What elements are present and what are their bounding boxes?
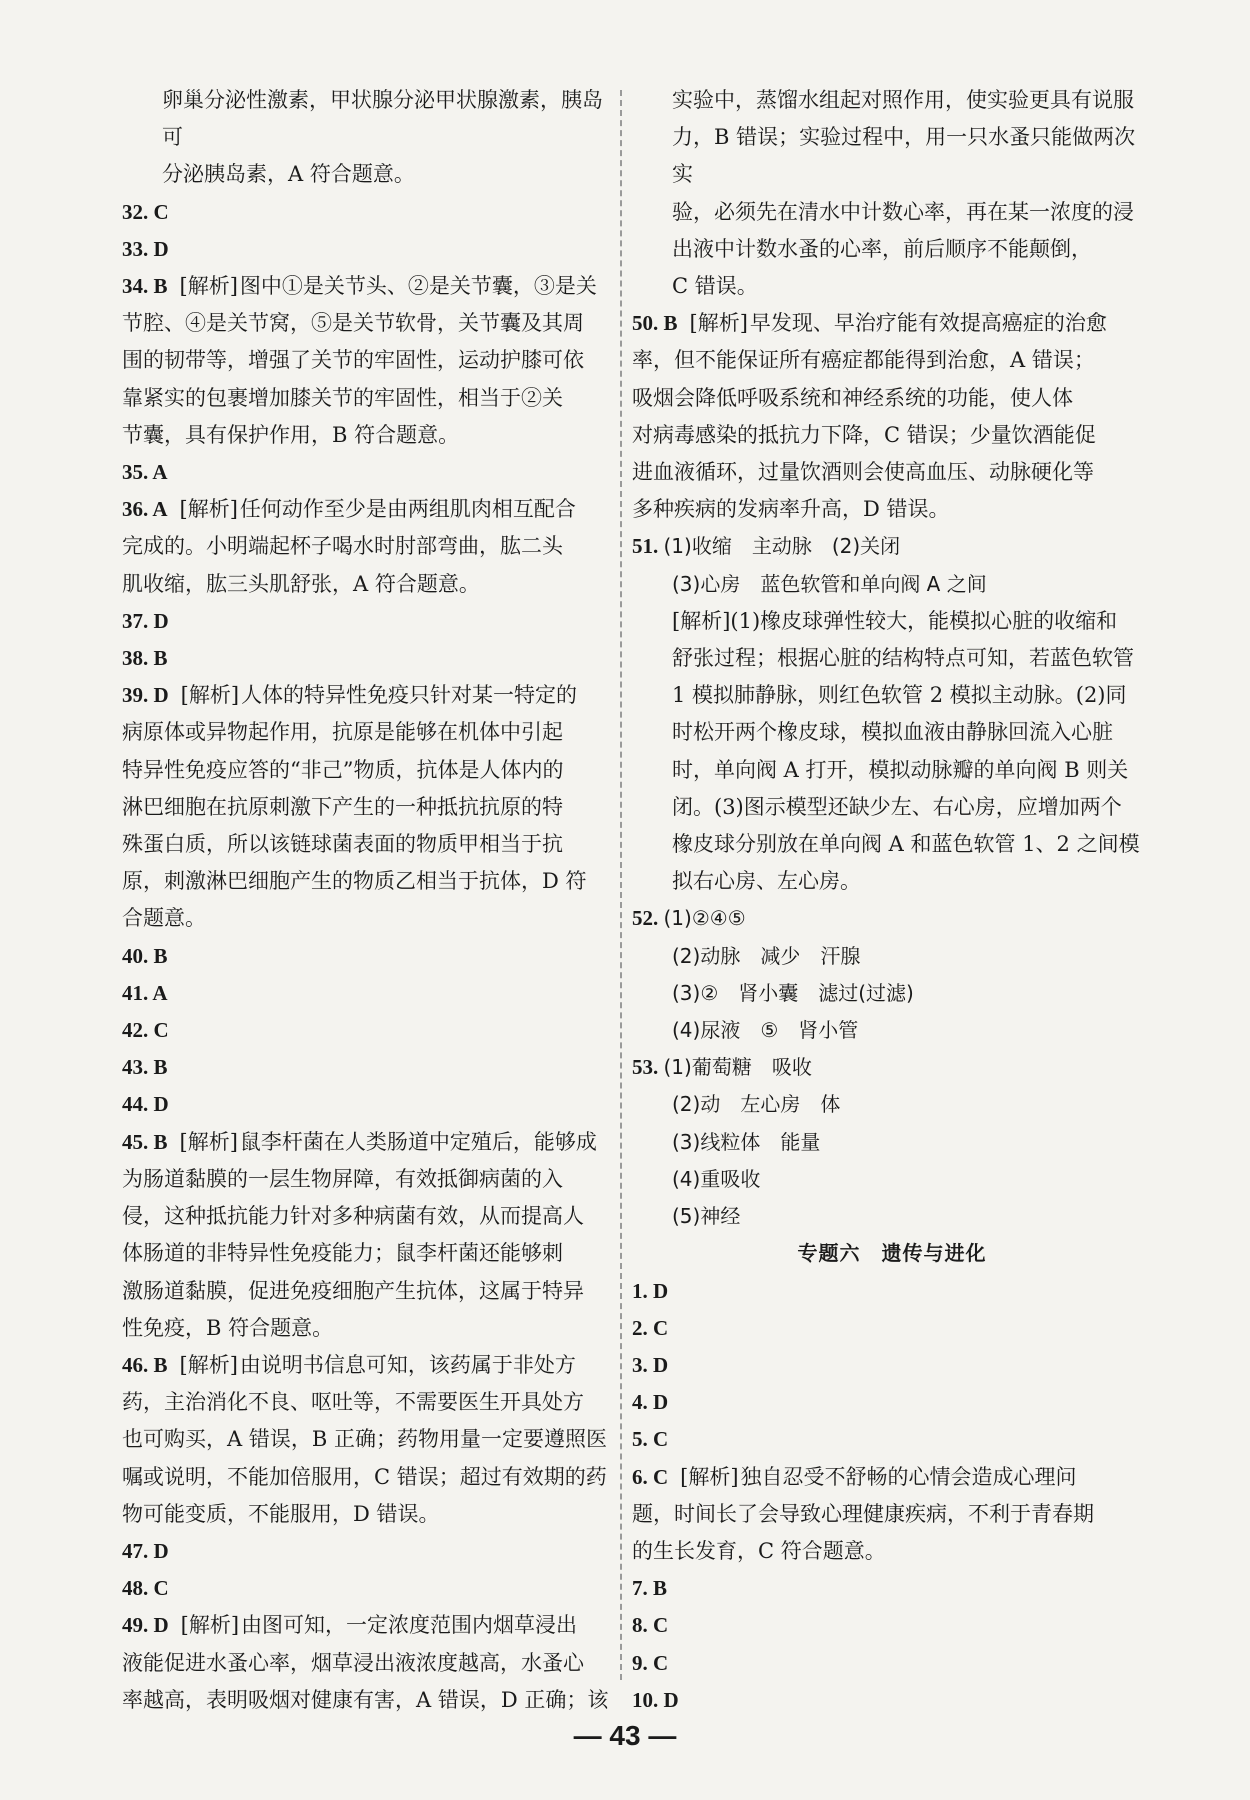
- question-number: 5. C: [632, 1427, 669, 1452]
- explanation-line: [122, 417, 622, 454]
- explanation-text: 鼠李杆菌在人类肠道中定殖后，能够成: [239, 1129, 597, 1154]
- explanation-text: 早发现、早治疗能有效提高癌症的治愈: [749, 311, 1107, 336]
- explanation-line: [122, 863, 622, 900]
- explanation-line: [122, 1161, 622, 1198]
- right-column: [632, 82, 1152, 1719]
- question-number: 36. A: [122, 497, 168, 522]
- explanation-text: 进血液循环，过量饮酒则会使高血压、动脉硬化等: [632, 460, 1094, 485]
- text-line: 出液中计数水蚤的心率，前后顺序不能颠倒，: [672, 236, 1092, 261]
- explanation-tag: [解析]: [179, 1129, 238, 1154]
- sub-answer: (2)动脉 减少 汗腺: [672, 943, 861, 968]
- text-line: 闭。(3)图示模型还缺少左、右心房，应增加两个: [672, 794, 1122, 819]
- question-number: 4. D: [632, 1390, 669, 1415]
- explanation-item: [122, 268, 622, 305]
- explanation-text: 液能促进水蚤心率，烟草浸出液浓度越高，水蚤心: [122, 1650, 584, 1675]
- explanation-line: [632, 380, 1152, 417]
- explanation-text: 图中①是关节头、②是关节囊，③是关: [239, 274, 597, 299]
- explanation-tag: [解析]: [179, 1352, 238, 1377]
- sub-answer: (1)葡萄糖 吸收: [663, 1055, 812, 1080]
- explanation-line: [122, 305, 622, 342]
- text-line: 橡皮球分别放在单向阀 A 和蓝色软管 1、2 之间模: [672, 832, 1140, 857]
- explanation-text: 激肠道黏膜，促进免疫细胞产生抗体，这属于特异: [122, 1278, 584, 1303]
- answer-item: [122, 1086, 622, 1123]
- question-number: 38. B: [122, 646, 168, 671]
- explanation-tag: [解析]: [179, 497, 238, 522]
- explanation-line: [122, 826, 622, 863]
- explanation-tag: [解析]: [680, 1464, 739, 1489]
- text-line: 时，单向阀 A 打开，模拟动脉瓣的单向阀 B 则关: [672, 757, 1129, 782]
- answer-item: [632, 1347, 1152, 1384]
- explanation-text: 任何动作至少是由两组肌肉相互配合: [239, 497, 576, 522]
- question-number: 37. D: [122, 608, 169, 633]
- answer-item: [122, 454, 622, 491]
- column-divider: [620, 90, 622, 1680]
- explanation-tag: [解析]: [179, 274, 238, 299]
- explanation-text: 嘱或说明，不能加倍服用，C 错误；超过有效期的药: [122, 1464, 607, 1489]
- explanation-text: 率，但不能保证所有癌症都能得到治愈，A 错误；: [632, 348, 1095, 373]
- answer-item: [122, 1049, 622, 1086]
- explanation-line: [632, 417, 1152, 454]
- answer-item: [632, 1607, 1152, 1644]
- explanation-line: [122, 1459, 622, 1496]
- text-line: 卵巢分泌性激素，甲状腺分泌甲状腺激素，胰岛可: [162, 88, 603, 150]
- explanation-tag: [解析]: [180, 683, 240, 708]
- explanation-item: [122, 1347, 622, 1384]
- question-number: 50. B: [632, 311, 678, 336]
- explanation-text: 的生长发育，C 符合题意。: [632, 1538, 886, 1563]
- answer-item: [122, 1533, 622, 1570]
- explanation-text: 完成的。小明端起杯子喝水时肘部弯曲，肱二头: [122, 534, 563, 559]
- sub-answer: (4)尿液 ⑤ 肾小管: [672, 1018, 859, 1043]
- question-number: 47. D: [122, 1538, 169, 1563]
- explanation-line: [122, 1645, 622, 1682]
- question-number: 40. B: [122, 943, 168, 968]
- question-number: 45. B: [122, 1129, 168, 1154]
- explanation-line: [122, 1682, 622, 1719]
- explanation-text: 性免疫，B 符合题意。: [122, 1315, 334, 1340]
- text-line: 舒张过程；根据心脏的结构特点可知，若蓝色软管: [672, 646, 1134, 671]
- answer-item: [122, 194, 622, 231]
- explanation-text: 原，刺激淋巴细胞产生的物质乙相当于抗体，D 符: [122, 869, 587, 894]
- explanation-text: 为肠道黏膜的一层生物屏障，有效抵御病菌的入: [122, 1166, 563, 1191]
- answer-item: [122, 975, 622, 1012]
- answer-item: [122, 1012, 622, 1049]
- explanation-line: [122, 789, 622, 826]
- sub-answer: (1)收缩 主动脉 (2)关闭: [663, 534, 901, 559]
- sub-answer: (3)心房 蓝色软管和单向阀 A 之间: [672, 571, 987, 596]
- question-number: 3. D: [632, 1352, 669, 1377]
- answer-item: [122, 603, 622, 640]
- explanation-line: [122, 1235, 622, 1272]
- answer-item: [632, 1645, 1152, 1682]
- explanation-line: [632, 342, 1152, 379]
- explanation-text: 节腔、④是关节窝，⑤是关节软骨，关节囊及其周: [122, 311, 584, 336]
- question-number: 6. C: [632, 1464, 669, 1489]
- explanation-item: [122, 491, 622, 528]
- explanation-line: [122, 380, 622, 417]
- question-number: 43. B: [122, 1055, 168, 1080]
- page-number: — 43 —: [573, 1720, 677, 1751]
- section-title: 专题六 遗传与进化: [797, 1241, 987, 1266]
- text-line: [解析](1)橡皮球弹性较大，能模拟心脏的收缩和: [672, 608, 1118, 633]
- explanation-text: 合题意。: [122, 906, 206, 931]
- explanation-tag: [解析]: [180, 1613, 240, 1638]
- explanation-text: 吸烟会降低呼吸系统和神经系统的功能，使人体: [632, 385, 1073, 410]
- explanation-text: 淋巴细胞在抗原刺激下产生的一种抵抗抗原的特: [122, 794, 563, 819]
- question-number: 33. D: [122, 236, 169, 261]
- question-number: 9. C: [632, 1650, 669, 1675]
- explanation-line: [122, 1198, 622, 1235]
- question-number: 34. B: [122, 274, 168, 299]
- question-number: 48. C: [122, 1576, 169, 1601]
- explanation-text: 物可能变质，不能服用，D 错误。: [122, 1501, 440, 1526]
- explanation-line: [122, 1421, 622, 1458]
- answer-item: [632, 1273, 1152, 1310]
- explanation-text: 侵，这种抵抗能力针对多种病菌有效，从而提高人: [122, 1204, 584, 1229]
- question-number: 10. D: [632, 1687, 679, 1712]
- explanation-line: [122, 342, 622, 379]
- question-number: 53.: [632, 1055, 664, 1080]
- question-number: 52.: [632, 906, 664, 931]
- text-line: 分泌胰岛素，A 符合题意。: [162, 162, 415, 187]
- explanation-item: [122, 677, 622, 714]
- explanation-text: 体肠道的非特异性免疫能力；鼠李杆菌还能够刺: [122, 1241, 563, 1266]
- left-column: [122, 82, 622, 1719]
- explanation-line: [122, 1384, 622, 1421]
- explanation-tag: [解析]: [689, 311, 748, 336]
- explanation-text: 殊蛋白质，所以该链球菌表面的物质甲相当于抗: [122, 832, 563, 857]
- explanation-line: [122, 1496, 622, 1533]
- answer-item: [122, 640, 622, 677]
- answer-item: [632, 1570, 1152, 1607]
- multi-answer-item: [632, 900, 1152, 937]
- explanation-text: 节囊，具有保护作用，B 符合题意。: [122, 422, 460, 447]
- text-line: 拟右心房、左心房。: [672, 869, 861, 894]
- question-number: 41. A: [122, 980, 168, 1005]
- explanation-text: 独自忍受不舒畅的心情会造成心理问: [740, 1464, 1077, 1489]
- answer-item: [632, 1421, 1152, 1458]
- sub-answer: (4)重吸收: [672, 1166, 761, 1191]
- text-line: 实验中，蒸馏水组起对照作用，使实验更具有说服: [672, 88, 1134, 112]
- explanation-item: [632, 1459, 1152, 1496]
- explanation-text: 特异性免疫应答的“非己”物质，抗体是人体内的: [122, 757, 564, 782]
- question-number: 49. D: [122, 1613, 169, 1638]
- explanation-text: 靠紧实的包裹增加膝关节的牢固性，相当于②关: [122, 385, 563, 410]
- question-number: 44. D: [122, 1092, 169, 1117]
- explanation-line: [632, 1496, 1152, 1533]
- answer-item: [632, 1310, 1152, 1347]
- explanation-text: 药，主治消化不良、呕吐等，不需要医生开具处方: [122, 1390, 584, 1415]
- text-line: 时松开两个橡皮球，模拟血液由静脉回流入心脏: [672, 720, 1113, 745]
- sub-answer: (2)动 左心房 体: [672, 1092, 841, 1117]
- multi-answer-item: [632, 1049, 1152, 1086]
- sub-answer: (5)神经: [672, 1204, 741, 1229]
- explanation-line: [122, 1310, 622, 1347]
- explanation-text: 也可购买，A 错误，B 正确；药物用量一定要遵照医: [122, 1427, 607, 1452]
- explanation-text: 题，时间长了会导致心理健康疾病，不利于青春期: [632, 1501, 1094, 1526]
- question-number: 46. B: [122, 1352, 168, 1377]
- explanation-text: 病原体或异物起作用，抗原是能够在机体中引起: [122, 720, 563, 745]
- explanation-line: [122, 752, 622, 789]
- text-line: 力，B 错误；实验过程中，用一只水蚤只能做两次实: [672, 125, 1136, 187]
- question-number: 2. C: [632, 1315, 669, 1340]
- explanation-line: [122, 714, 622, 751]
- explanation-line: [122, 528, 622, 565]
- explanation-line: [122, 900, 622, 937]
- explanation-item: [122, 1607, 622, 1644]
- explanation-line: [632, 1533, 1152, 1570]
- explanation-item: [632, 305, 1152, 342]
- explanation-line: [632, 491, 1152, 528]
- explanation-text: 围的韧带等，增强了关节的牢固性，运动护膝可依: [122, 348, 584, 373]
- explanation-text: 由说明书信息可知，该药属于非处方: [239, 1352, 576, 1377]
- question-number: 51.: [632, 534, 664, 559]
- explanation-text: 肌收缩，肱三头肌舒张，A 符合题意。: [122, 571, 480, 596]
- explanation-text: 对病毒感染的抵抗力下降，C 错误；少量饮酒能促: [632, 422, 1096, 447]
- explanation-text: 多种疾病的发病率升高，D 错误。: [632, 497, 950, 522]
- explanation-line: [632, 454, 1152, 491]
- question-number: 39. D: [122, 683, 169, 708]
- question-number: 1. D: [632, 1278, 669, 1303]
- explanation-text: 由图可知，一定浓度范围内烟草浸出: [241, 1613, 578, 1638]
- sub-answer: (3)② 肾小囊 滤过(过滤): [672, 980, 914, 1005]
- question-number: 8. C: [632, 1613, 669, 1638]
- answer-item: [122, 231, 622, 268]
- multi-answer-item: [632, 528, 1152, 565]
- answer-item: [632, 1682, 1152, 1719]
- explanation-text: 人体的特异性免疫只针对某一特定的: [241, 683, 578, 708]
- answer-item: [122, 938, 622, 975]
- answer-item: [632, 1384, 1152, 1421]
- question-number: 42. C: [122, 1018, 169, 1043]
- question-number: 32. C: [122, 199, 169, 224]
- explanation-item: [122, 1124, 622, 1161]
- explanation-line: [122, 566, 622, 603]
- question-number: 35. A: [122, 460, 168, 485]
- answer-item: [122, 1570, 622, 1607]
- explanation-text: 率越高，表明吸烟对健康有害，A 错误，D 正确；该: [122, 1687, 609, 1712]
- explanation-line: [122, 1273, 622, 1310]
- question-number: 7. B: [632, 1576, 668, 1601]
- sub-answer: (1)②④⑤: [663, 906, 746, 931]
- text-line: 验，必须先在清水中计数心率，再在某一浓度的浸: [672, 199, 1134, 224]
- text-line: 1 模拟肺静脉，则红色软管 2 模拟主动脉。(2)同: [672, 683, 1127, 708]
- text-line: C 错误。: [672, 274, 758, 299]
- sub-answer: (3)线粒体 能量: [672, 1129, 821, 1154]
